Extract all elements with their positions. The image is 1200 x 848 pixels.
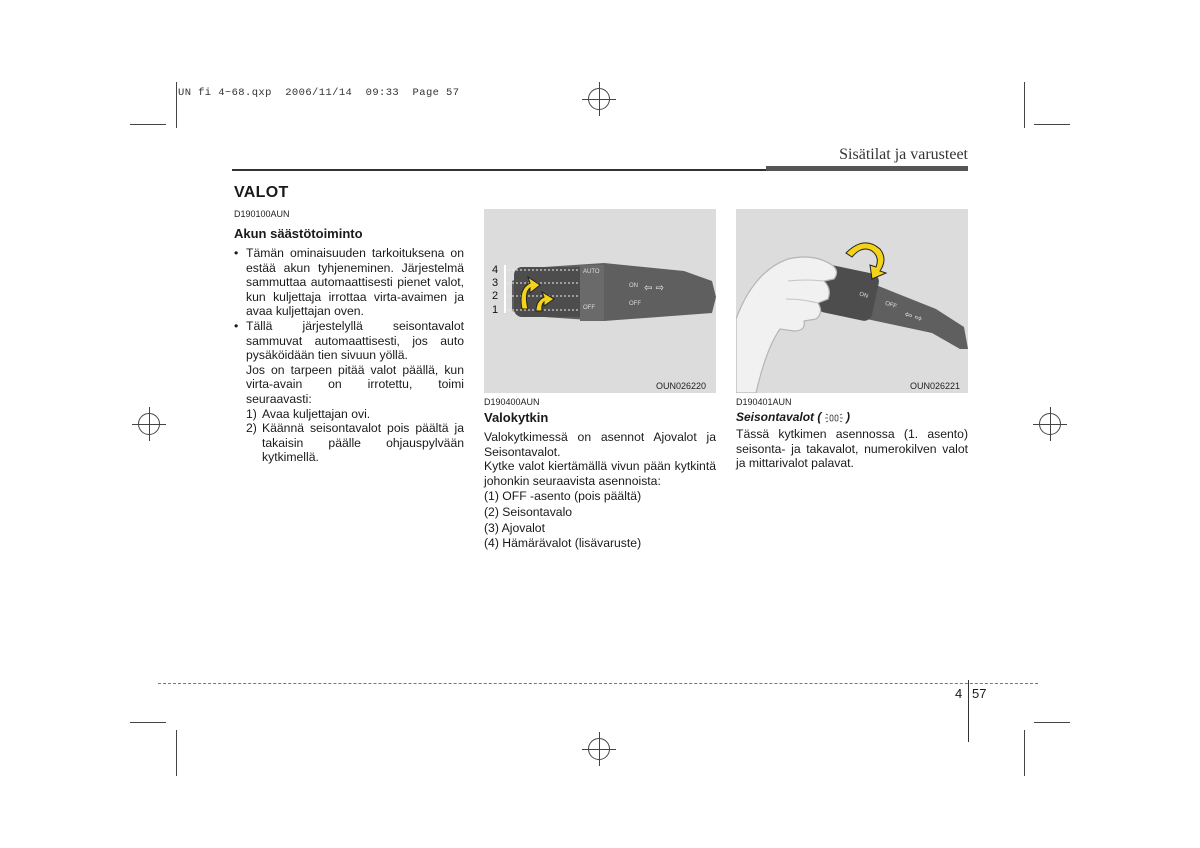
header-bar — [766, 166, 968, 171]
bullet-text: Tällä järjestelyllä seisontavalot sammuvat automaattisesti, jos auto pysäköidään tien sivuun yöllä. — [246, 318, 464, 363]
figure-parking-lights — [736, 209, 968, 393]
bullet-dot: • — [234, 318, 239, 333]
paragraph: Tässä kytkimen asennossa (1. asento) seisonta- ja takavalot, numerokilven valot ja mittarivalot palavat. — [736, 427, 968, 471]
svg-text:⇦ ⇨: ⇦ ⇨ — [644, 283, 664, 294]
figure-id: OUN026220 — [656, 381, 707, 391]
section-code: D190401AUN — [736, 397, 792, 407]
section-code: D190400AUN — [484, 397, 540, 407]
registration-mark — [1033, 407, 1067, 441]
numbered-step — [234, 421, 464, 465]
switch-label: ON — [858, 291, 869, 300]
crop-mark — [1024, 730, 1025, 776]
section-title-valot: VALOT — [234, 184, 289, 201]
step-text: Avaa kuljettajan ovi. — [262, 406, 371, 421]
printer-slug: UN fi 4~68.qxp 2006/11/14 09:33 Page 57 — [178, 87, 460, 99]
crop-mark — [130, 124, 166, 125]
figure-light-switch-positions — [484, 209, 716, 393]
bullet-item — [234, 319, 464, 363]
paragraph: Valokytkimessä on asennot Ajovalot ja Seisontavalot. — [484, 430, 716, 459]
position-label: 2 — [492, 290, 499, 302]
position-label: 1 — [492, 304, 499, 316]
chapter-number: 4 — [955, 686, 963, 701]
crop-mark — [1024, 82, 1025, 128]
list-item: (2) Seisontavalo — [484, 504, 573, 519]
bullet-dot: • — [234, 246, 239, 260]
page-number: 57 — [972, 686, 987, 701]
subsection-title-text: Seisontavalot ( — [736, 410, 822, 424]
column-3-body — [736, 427, 968, 471]
column-1-body — [234, 246, 464, 465]
subsection-title-end: ) — [846, 410, 851, 424]
bullet-item — [234, 246, 464, 319]
parking-light-icon — [825, 413, 843, 423]
step-number: 1) — [246, 406, 257, 421]
switch-label: OFF — [629, 301, 641, 307]
list-item: (4) Hämärävalot (lisävaruste) — [484, 536, 642, 551]
indented-paragraph: Jos on tarpeen pitää valot päällä, kun virta-avain on irrotettu, toimi seuraavasti: — [246, 362, 464, 406]
switch-label: OFF — [583, 305, 595, 311]
light-switch-illustration — [484, 209, 716, 393]
crop-mark — [176, 730, 177, 776]
registration-mark — [582, 82, 616, 116]
numbered-step — [234, 407, 464, 422]
subsection-title: Valokytkin — [484, 410, 549, 425]
list-item: (3) Ajovalot — [484, 520, 545, 535]
footer-rule — [158, 683, 1038, 684]
list-item: (1) OFF -asento (pois päältä) — [484, 489, 642, 504]
switch-label: ON — [629, 283, 638, 289]
column-2-body — [484, 430, 716, 551]
subsection-title — [736, 410, 850, 424]
crop-mark — [1034, 722, 1070, 723]
registration-mark — [582, 732, 616, 766]
position-label: 4 — [492, 264, 499, 276]
section-code: D190100AUN — [234, 209, 290, 219]
step-text: Käännä seisontavalot pois päältä ja takaisin päälle ohjauspylvään kytkimellä. — [262, 421, 464, 465]
crop-mark — [130, 722, 166, 723]
svg-text:⇦ ⇨: ⇦ ⇨ — [903, 309, 924, 325]
step-number: 2) — [246, 421, 257, 436]
hand-turning-switch-illustration — [736, 209, 968, 393]
subsection-title: Akun säästötoiminto — [234, 226, 363, 241]
running-header: Sisätilat ja varusteet — [839, 146, 968, 163]
bullet-text: Tämän ominaisuuden tarkoituksena on estää akun tyhjeneminen. Järjestelmä sammuttaa automaattisesti pienet valot, kun kuljettaja irrottaa virta-avaimen ja avaa kuljettajan oven. — [246, 246, 464, 319]
paragraph: Kytke valot kiertämällä vivun pään kytkintä johonkin seuraavista asennoista: — [484, 459, 716, 488]
switch-label: AUTO — [583, 269, 600, 275]
crop-mark — [1034, 124, 1070, 125]
crop-mark — [176, 82, 177, 128]
page-number-separator — [968, 680, 969, 742]
figure-id: OUN026221 — [910, 381, 961, 391]
switch-label: OFF — [884, 300, 898, 311]
registration-mark — [132, 407, 166, 441]
position-label: 3 — [492, 277, 499, 289]
